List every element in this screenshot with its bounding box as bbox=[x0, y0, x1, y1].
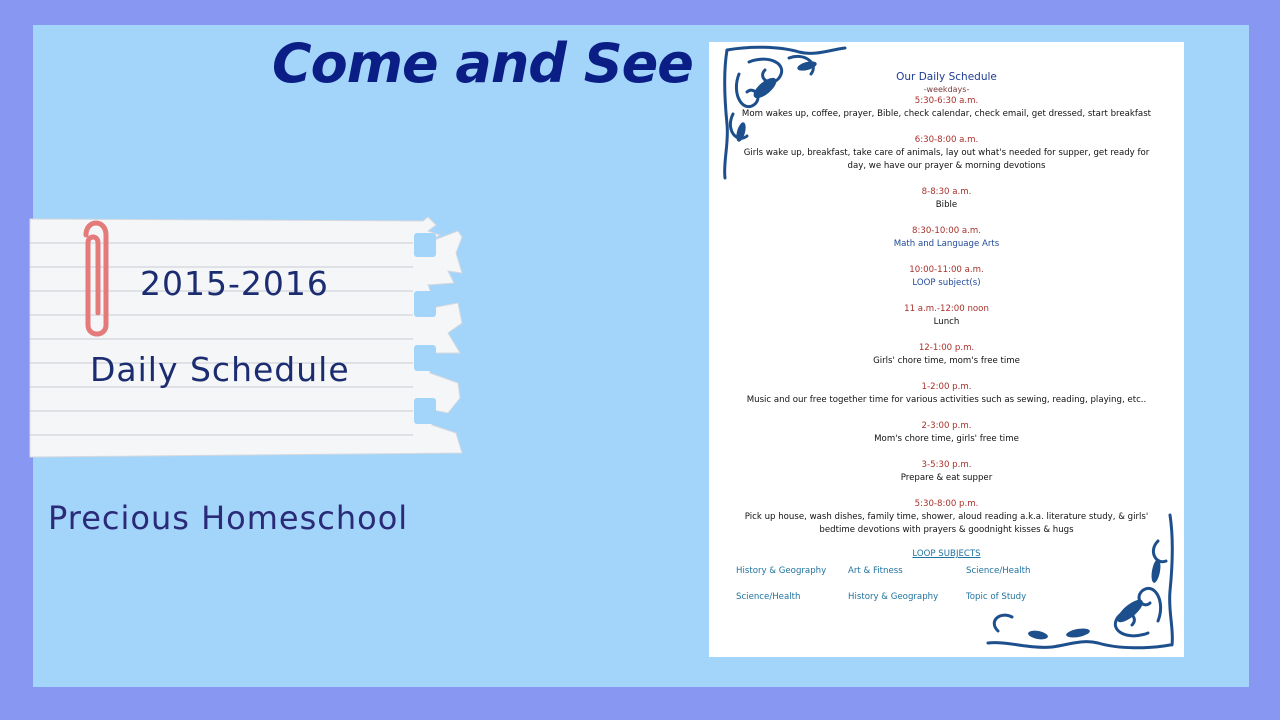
page-title: Come and See bbox=[272, 32, 693, 95]
loop-subject: History & Geography bbox=[736, 566, 827, 576]
activity: Mom's chore time, girls' free time bbox=[874, 434, 1019, 444]
schedule-block bbox=[709, 264, 1184, 290]
schedule-block bbox=[709, 459, 1184, 485]
activity: Math and Language Arts bbox=[893, 239, 1000, 249]
schedule-block bbox=[709, 498, 1184, 537]
time-slot: 10:00-11:00 a.m. bbox=[909, 265, 984, 275]
document-subtitle: -weekdays- bbox=[923, 85, 970, 94]
schedule-block bbox=[709, 342, 1184, 368]
paper-heading: Daily Schedule bbox=[90, 350, 350, 389]
notebook-paper-graphic bbox=[28, 213, 463, 458]
schedule-block bbox=[709, 381, 1184, 407]
schedule-block bbox=[709, 186, 1184, 212]
activity: Prepare & eat supper bbox=[900, 473, 993, 483]
time-slot: 8-8:30 a.m. bbox=[921, 187, 972, 197]
time-slot: 8:30-10:00 a.m. bbox=[912, 226, 981, 236]
time-slot: 11 a.m.-12:00 noon bbox=[904, 304, 989, 314]
time-slot: 6:30-8:00 a.m. bbox=[914, 135, 979, 145]
time-slot: 5:30-8:00 p.m. bbox=[914, 499, 979, 509]
schedule-block bbox=[709, 303, 1184, 329]
brand-name: Precious Homeschool bbox=[48, 499, 409, 537]
loop-subject: History & Geography bbox=[848, 592, 939, 602]
year-range: 2015-2016 bbox=[140, 264, 329, 303]
activity: Lunch bbox=[933, 317, 960, 327]
time-slot: 1-2:00 p.m. bbox=[921, 382, 972, 392]
loop-subjects-heading: LOOP SUBJECTS bbox=[912, 549, 981, 559]
loop-subject: Topic of Study bbox=[966, 592, 1027, 602]
loop-subject: Science/Health bbox=[736, 592, 801, 602]
notebook-paper bbox=[28, 213, 463, 458]
activity: LOOP subject(s) bbox=[912, 278, 981, 288]
schedule-block bbox=[709, 95, 1184, 121]
activity: Music and our free together time for various activities such as sewing, reading, playing, etc.. bbox=[746, 395, 1147, 405]
activity: Mom wakes up, coffee, prayer, Bible, check calendar, check email, get dressed, start breakfast bbox=[741, 109, 1152, 119]
time-slot: 3-5:30 p.m. bbox=[921, 460, 972, 470]
activity: Pick up house, wash dishes, family time, shower, aloud reading a.k.a. literature study, & girls' bedtime devotions with prayers & goodnight kisses & hugs bbox=[744, 512, 1149, 535]
time-slot: 5:30-6:30 a.m. bbox=[914, 96, 979, 106]
schedule-block bbox=[709, 420, 1184, 446]
schedule-block bbox=[709, 225, 1184, 251]
time-slot: 2-3:00 p.m. bbox=[921, 421, 972, 431]
schedule-block bbox=[709, 134, 1184, 173]
loop-subject: Science/Health bbox=[966, 566, 1031, 576]
time-slot: 12-1:00 p.m. bbox=[918, 343, 975, 353]
schedule-document bbox=[709, 42, 1184, 657]
activity: Girls wake up, breakfast, take care of animals, lay out what's needed for supper, get ready for day, we have our prayer & morning devotions bbox=[743, 148, 1150, 171]
loop-subject: Art & Fitness bbox=[848, 566, 903, 576]
activity: Girls' chore time, mom's free time bbox=[873, 356, 1020, 366]
document-title: Our Daily Schedule bbox=[896, 71, 997, 83]
activity: Bible bbox=[935, 200, 958, 210]
schedule-body bbox=[709, 70, 1184, 561]
